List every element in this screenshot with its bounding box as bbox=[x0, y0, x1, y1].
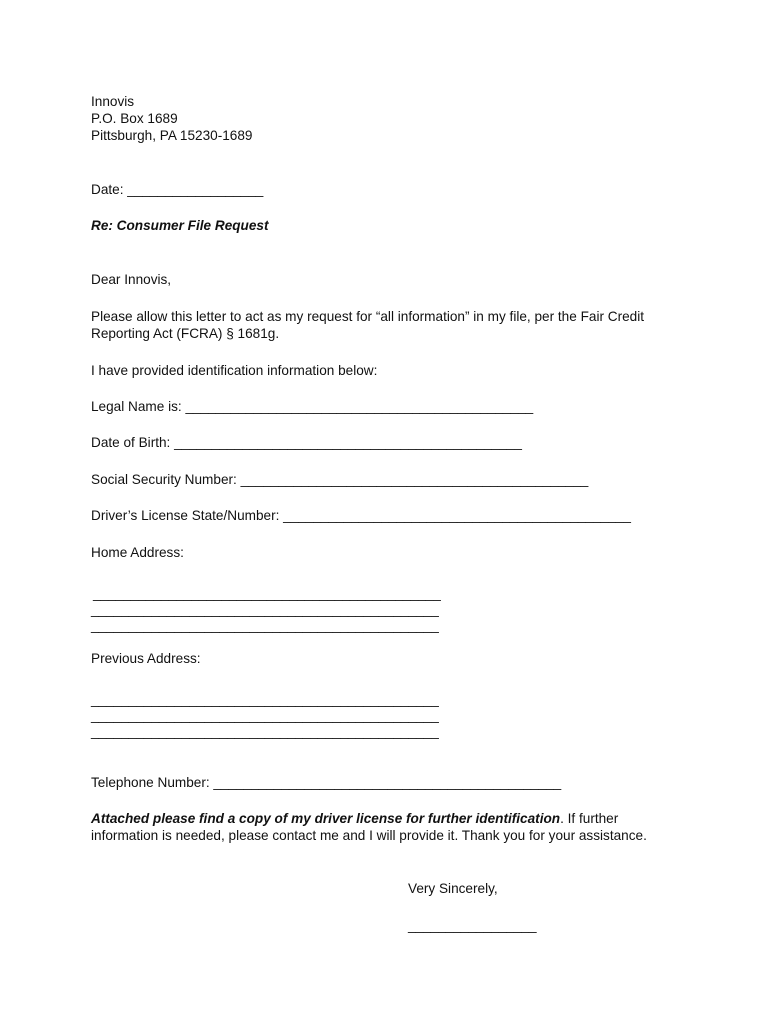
salutation: Dear Innovis, bbox=[91, 272, 172, 287]
ssn-field: Social Security Number: ______________________________________________ bbox=[91, 472, 589, 487]
legal-name-field: Legal Name is: ______________________________________________ bbox=[91, 399, 534, 414]
telephone-field: Telephone Number: ______________________________________________ bbox=[91, 775, 562, 790]
attached-statement: Attached please find a copy of my driver license for further identification bbox=[91, 811, 561, 826]
request-paragraph: Please allow this letter to act as my request for “all information” in my file, per the Fair Credit Reporting Act (FCRA) § 1681g. bbox=[91, 309, 645, 341]
home-address-label: Home Address: bbox=[91, 545, 184, 560]
signature-line: _________________ bbox=[408, 918, 537, 933]
recipient-address-line-2: Pittsburgh, PA 15230-1689 bbox=[91, 128, 253, 143]
previous-address-line: ______________________________________________ bbox=[91, 692, 439, 707]
home-address-line: ______________________________________________ bbox=[91, 602, 439, 617]
home-address-line: ______________________________________________ bbox=[93, 586, 441, 601]
recipient-address-line-1: P.O. Box 1689 bbox=[91, 111, 178, 126]
recipient-name: Innovis bbox=[91, 94, 135, 109]
previous-address-line: ______________________________________________ bbox=[91, 724, 439, 739]
previous-address-label: Previous Address: bbox=[91, 651, 201, 666]
signoff: Very Sincerely, bbox=[408, 881, 498, 896]
drivers-license-field: Driver’s License State/Number: ______________________________________________ bbox=[91, 508, 631, 523]
date-of-birth-field: Date of Birth: ______________________________________________ bbox=[91, 435, 522, 450]
closing-paragraph bbox=[91, 810, 651, 844]
home-address-line: ______________________________________________ bbox=[91, 618, 439, 633]
subject-line: Re: Consumer File Request bbox=[91, 218, 269, 233]
date-line: Date: __________________ bbox=[91, 182, 264, 197]
identification-intro: I have provided identification information below: bbox=[91, 363, 378, 378]
previous-address-line: ______________________________________________ bbox=[91, 708, 439, 723]
closing-rest: . If further information is needed, please contact me and I will provide it. Thank you for your assistance. bbox=[91, 811, 647, 843]
